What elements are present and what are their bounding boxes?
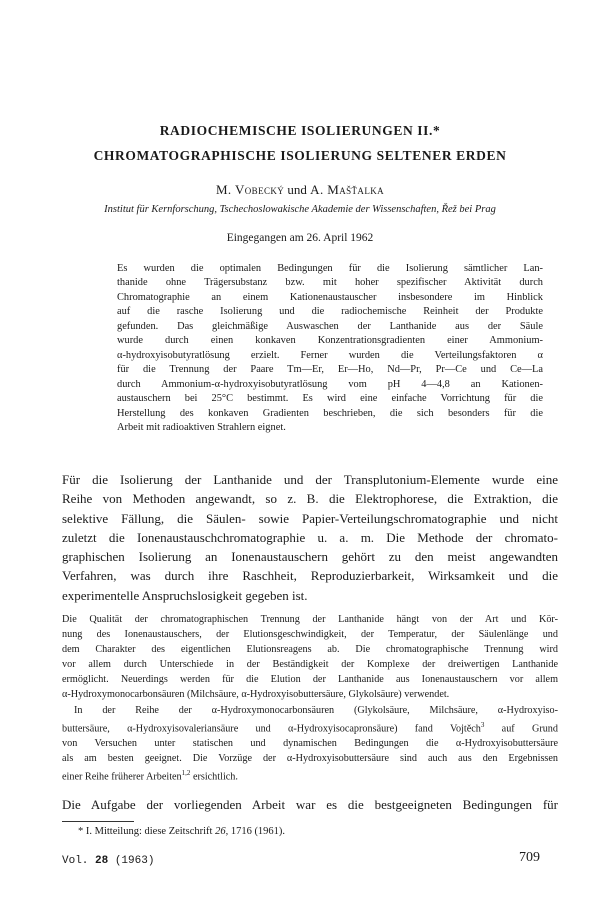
small-line-text: einer Reihe früherer Arbeiten	[62, 771, 182, 783]
institute-affiliation: Institut für Kernforschung, Tschechoslowakische Akademie der Wissenschaften, Řež bei Prag	[104, 204, 496, 215]
abstract-line: austauschern bei 25°C bestimmt. Es wird eine einfache Vorrichtung für die	[117, 393, 543, 405]
abstract-line: gefunden. Das gleichmäßige Auswaschen der Lanthanide aus der Säule	[117, 320, 543, 332]
body-line: graphischen Isolierung an Ionenaustauschern gehört zu den meist angewandten	[62, 549, 558, 565]
body-line: zuletzt die Ionenaustauschchromatographie u. a. m. Die Methode der chromato-	[62, 529, 558, 545]
small-line: als am besten geeignet. Die Vorzüge der α-Hydroxyisobuttersäure sind auch aus den Ergebnissen	[62, 753, 558, 765]
footnote-divider	[62, 821, 134, 822]
reference-superscript: 3	[480, 720, 485, 729]
author-1: M. Vobecký	[215, 182, 285, 197]
small-line: α-Hydroxymonocarbonsäuren (Milchsäure, α-Hydroxyisobuttersäure, Glykolsäure) verwendet.	[62, 689, 450, 701]
abstract-line: Herstellung des konkaven Gradienten beschrieben, die sich besonders für die	[117, 407, 543, 419]
abstract-line: wurde durch einen konkaven Konzentrationsgradienten einer Ammonium-	[117, 335, 543, 347]
small-line: von Versuchen unter statischen und dynamischen Bedingungen die α-Hydroxyisobuttersäure	[62, 738, 558, 750]
small-line: ermöglicht. Neuerdings werden für die Elution der Lanthanide aus Ionenaustauschern vor allem	[62, 674, 558, 686]
body-line: experimentelle Anspruchslosigkeit gegeben ist.	[62, 587, 308, 603]
small-line: dem Charakter des eigentlichen Elutionsreagens ab. Die chromatographische Trennung wird	[62, 644, 558, 656]
small-line	[62, 718, 558, 736]
body-line: selektive Fällung, die Säulen- sowie Papier-Verteilungschromatographie und nicht	[62, 510, 558, 526]
author-conjunction: und	[287, 182, 307, 197]
volume-info	[62, 855, 154, 867]
body-line: Für die Isolierung der Lanthanide und der Transplutonium-Elemente wurde eine	[62, 472, 558, 487]
abstract-line: thanide ohne Trägersubstanz bzw. mit hoher spezifischer Aktivität durch	[117, 277, 543, 289]
body-line: Verfahren, was durch ihre Raschheit, Reproduzierbarkeit, Wirksamkeit und die	[62, 568, 558, 584]
small-line: vor allem durch Unterschiede in der Beständigkeit der Komplexe der dreiwertigen Lanthanide	[62, 659, 558, 671]
body-line: Die Aufgabe der vorliegenden Arbeit war es die bestgeeigneten Bedingungen für	[62, 797, 558, 812]
author-line	[60, 182, 540, 198]
small-line-text: ersichtlich.	[190, 771, 238, 783]
received-date: Eingegangen am 26. April 1962	[226, 232, 374, 244]
body-paragraph-1	[62, 470, 558, 605]
small-line	[62, 766, 558, 784]
abstract-line: durch Ammonium-α-hydroxyisobutyratlösung vom pH 4—4,8 an Kationen-	[117, 378, 543, 390]
small-line: nung des Ionenaustauschers, der Elutionsgeschwindigkeit, der Temperatur, der Säulenlänge und	[62, 629, 558, 641]
small-line-text: buttersäure, α-Hydroxyisovaleriansäure und α-Hydroxyisocapronsäure) fand Vojtěch	[62, 723, 481, 735]
abstract-line: auf die rasche Isolierung und die radiochemische Reinheit der Produkte	[117, 306, 543, 318]
abstract-line: α-hydroxyisobutyratlösung erzielt. Ferner wurden die Verteilungsfaktoren α	[117, 349, 543, 361]
abstract-line: Es wurden die optimalen Bedingungen für die Isolierung sämtlicher Lan-	[117, 263, 543, 274]
body-paragraph-2	[62, 795, 558, 814]
body-paragraph-small	[62, 612, 558, 785]
footnote	[78, 826, 285, 837]
small-line: Die Qualität der chromatographischen Trennung der Lanthanide hängt von der Art und Kör-	[62, 614, 558, 625]
footnote-text: 1716 (1961).	[228, 826, 286, 837]
abstract-line: Arbeit mit radioaktiven Strahlern eignet.	[117, 421, 286, 433]
reference-superscript: 1,2	[181, 769, 191, 778]
footnote-text: * I. Mitteilung: diese Zeitschrift	[78, 826, 216, 837]
volume-number: 28	[95, 855, 109, 867]
abstract-line: für die Trennung der Paare Tm—Er, Er—Ho, Nd—Pr, Pr—Ce und Ce—La	[117, 364, 543, 376]
footnote-volume: 26,	[215, 826, 229, 837]
article-title-line-2: CHROMATOGRAPHISCHE ISOLIERUNG SELTENER ERDEN	[93, 148, 507, 163]
author-2: A. Mašťalka	[310, 182, 385, 197]
abstract-line: Chromatographie an einem Kationenaustauscher insbesondere im Hinblick	[117, 291, 543, 303]
volume-label: Vol.	[62, 855, 89, 867]
article-title-line-1: RADIOCHEMISCHE ISOLIERUNGEN II.*	[159, 123, 441, 138]
small-line-text: auf Grund	[484, 723, 558, 735]
page-number: 709	[519, 850, 540, 865]
small-line	[62, 703, 558, 718]
volume-year: (1963)	[114, 855, 155, 867]
abstract	[117, 262, 543, 435]
small-line-text: In der Reihe der α-Hydroxymonocarbonsäuren (Glykolsäure, Milchsäure, α-Hydroxyiso-	[74, 704, 558, 716]
body-line: Reihe von Methoden angewandt, so z. B. die Elektrophorese, die Extraktion, die	[62, 491, 558, 507]
